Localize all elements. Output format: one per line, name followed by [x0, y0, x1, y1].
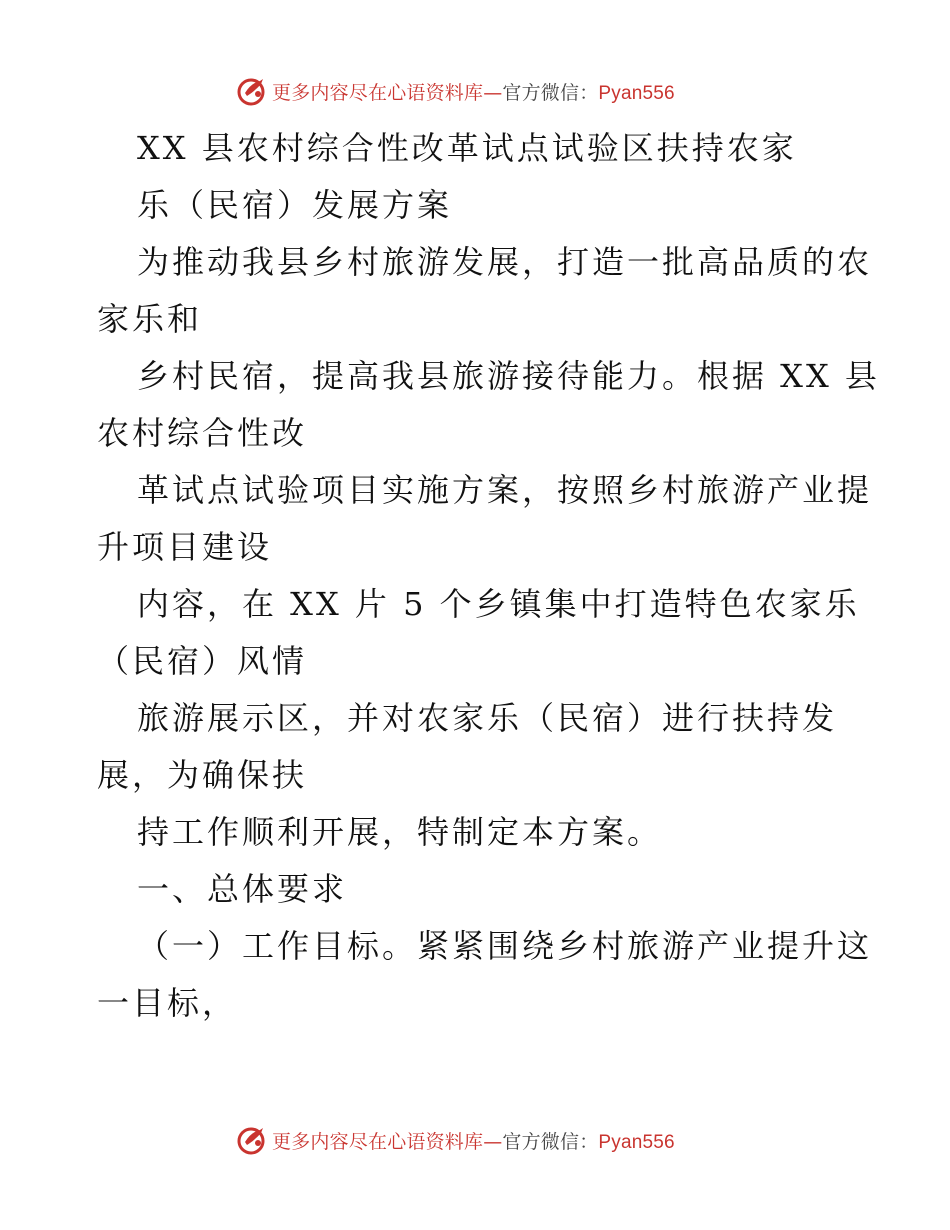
header-banner	[236, 74, 675, 108]
banner-text	[272, 78, 675, 105]
banner-separator: —	[483, 81, 503, 104]
document-line: 一、总体要求	[137, 870, 348, 908]
banner-wechat-id: Pyan556	[598, 82, 675, 104]
document-line: 内容，在 XX 片 5 个乡镇集中打造特色农家乐	[137, 585, 860, 623]
document-line: XX 县农村综合性改革试点试验区扶持农家	[137, 129, 797, 167]
document-line: 革试点试验项目实施方案，按照乡村旅游产业提	[137, 471, 873, 509]
banner-wechat-label: 官方微信：	[502, 81, 599, 104]
document-line: （民宿）风情	[97, 642, 308, 680]
document-line: 旅游展示区，并对农家乐（民宿）进行扶持发	[137, 699, 838, 737]
document-body	[97, 120, 880, 1032]
document-line: 为推动我县乡村旅游发展，打造一批高品质的农	[137, 243, 873, 281]
document-line: 展，为确保扶	[97, 756, 308, 794]
document-line: 持工作顺利开展，特制定本方案。	[137, 813, 663, 851]
banner-text	[272, 1127, 675, 1154]
banner-main-text: 更多内容尽在心语资料库	[272, 81, 484, 104]
banner-main-text: 更多内容尽在心语资料库	[272, 1130, 484, 1153]
footer-banner	[236, 1123, 675, 1157]
document-line: 乡村民宿，提高我县旅游接待能力。根据 XX 县	[137, 357, 880, 395]
document-line: 家乐和	[97, 300, 203, 338]
banner-separator: —	[483, 1130, 503, 1153]
document-line: 农村综合性改	[97, 414, 308, 452]
brand-logo-icon	[236, 1124, 268, 1156]
banner-wechat-label: 官方微信：	[502, 1130, 599, 1153]
banner-wechat-id: Pyan556	[598, 1131, 675, 1153]
document-line: 乐（民宿）发展方案	[137, 186, 453, 224]
document-line: （一）工作目标。紧紧围绕乡村旅游产业提升这	[137, 927, 873, 965]
document-line: 一目标，	[97, 984, 238, 1022]
brand-logo-icon	[236, 75, 268, 107]
document-line: 升项目建设	[97, 528, 273, 566]
